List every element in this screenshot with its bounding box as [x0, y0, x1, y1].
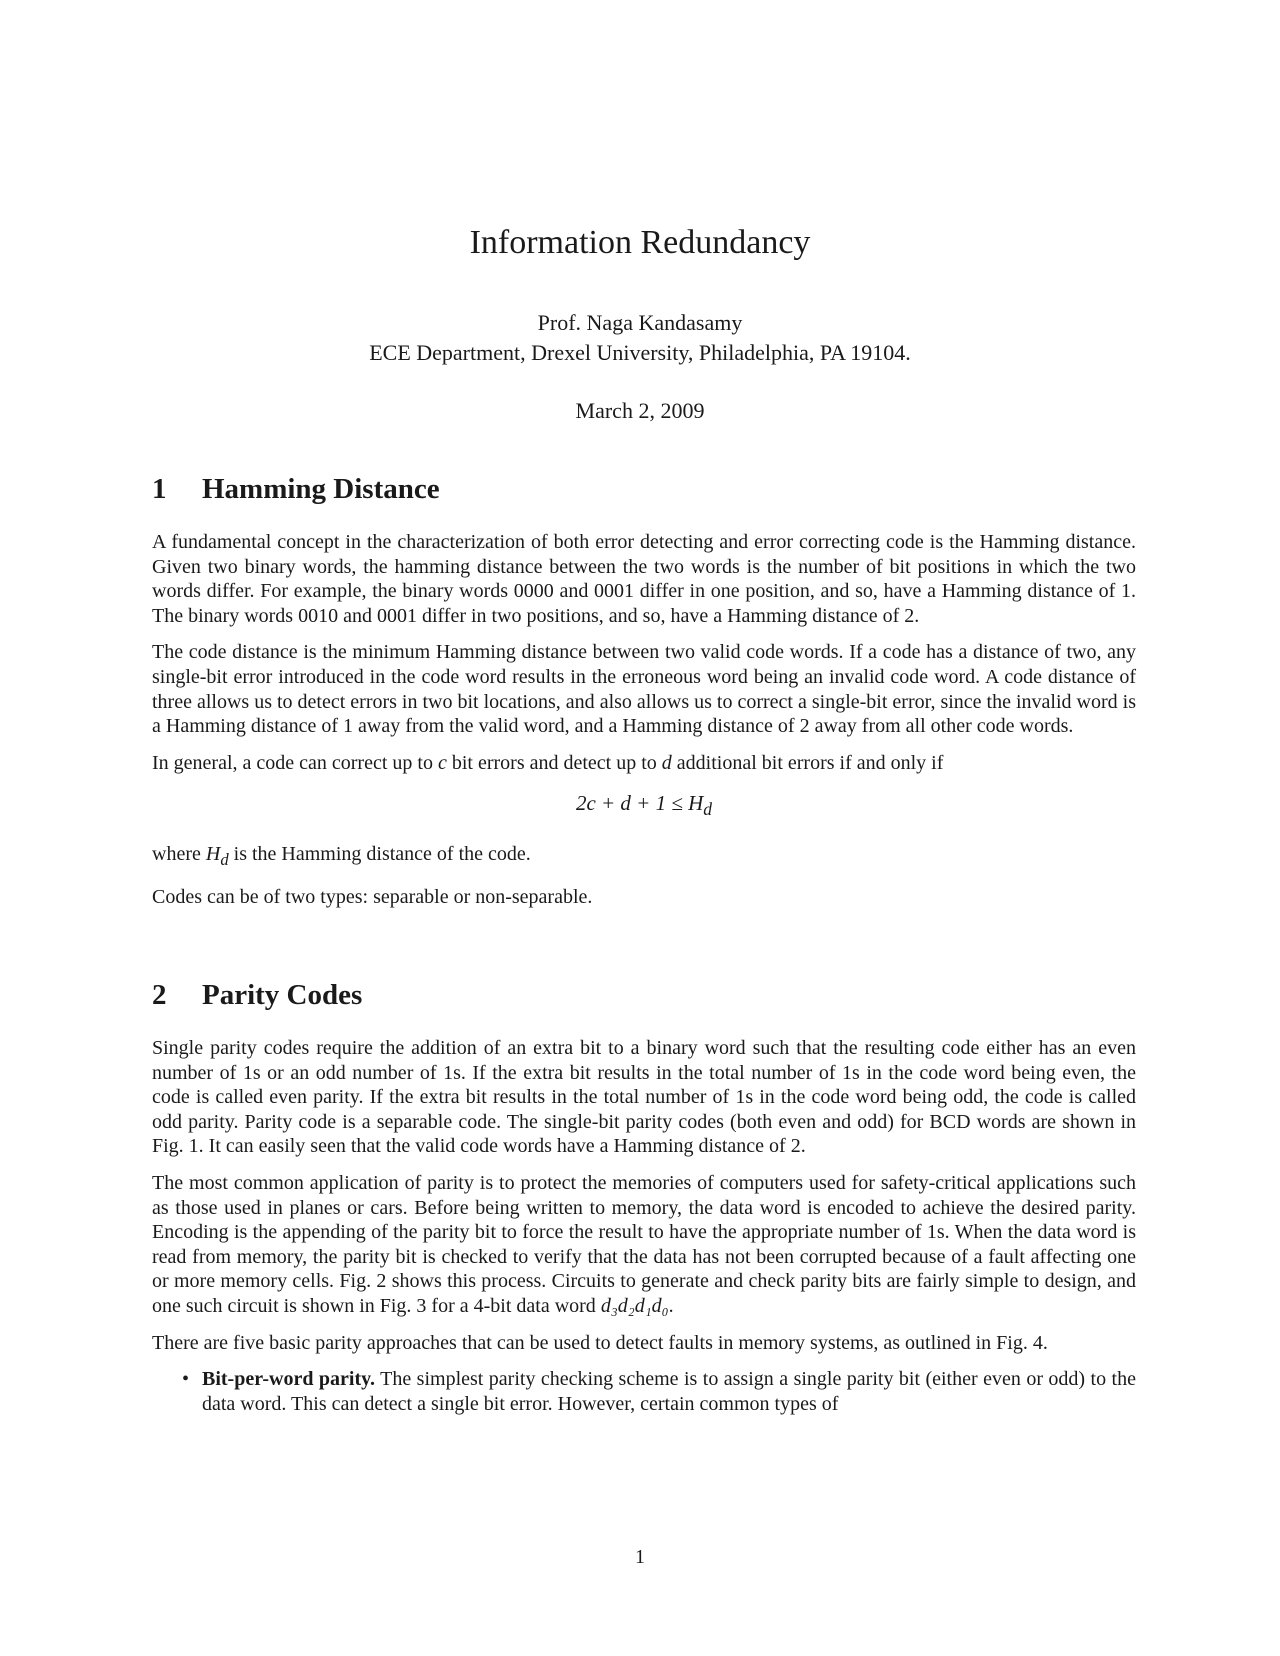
- author-block: [0, 308, 1280, 368]
- section-heading: [152, 472, 1136, 506]
- text-run: bit errors and detect up to: [446, 751, 662, 774]
- document-date: March 2, 2009: [575, 398, 705, 423]
- paragraph: There are five basic parity approaches that can be used to detect faults in memory systems, as outlined in Fig. 4.: [152, 1331, 1048, 1354]
- section-title: Parity Codes: [202, 979, 363, 1011]
- math-subscript: d: [220, 850, 229, 870]
- paragraph: Single parity codes require the addition of an extra bit to a binary word such that the resulting code either has an even number of 1s or an odd number of 1s. If the extra bit results in the total number of 1s in the code word being even, the code is called even parity. If the extra bit results in the total number of 1s in the code word being odd, the code is called odd parity. Parity code is a separable code. The single-bit parity codes (both even and odd) for BCD words are shown in Fig. 1. It can easily seen that the valid code words have a Hamming distance of 2.: [152, 1037, 1136, 1158]
- text-run: is the Hamming distance of the code.: [228, 843, 531, 866]
- section-number: 2: [152, 979, 167, 1011]
- math-var: d: [661, 751, 672, 774]
- math-var: d₃d₂d₁d₀: [600, 1294, 669, 1317]
- document-title: Information Redundancy: [469, 224, 811, 261]
- math-var: H: [205, 843, 221, 866]
- text-run: additional bit errors if and only if: [671, 751, 944, 774]
- paragraph: A fundamental concept in the characterization of both error detecting and error correcting code is the Hamming distance. Given two binary words, the hamming distance between the two words is the number of bit positions in which the two words differ. For example, the binary words 0000 and 0001 differ in one position, and so, have a Hamming distance of 1. The binary words 0010 and 0001 differ in two positions, and so, have a Hamming distance of 2.: [152, 531, 1136, 627]
- section-heading: [152, 978, 1136, 1012]
- equation: [152, 791, 1136, 822]
- list-item-text: The simplest parity checking scheme is to assign a single parity bit (either even or odd) to the data word. This can detect a single bit error. However, certain common types of: [202, 1368, 1136, 1415]
- section-number: 1: [152, 473, 167, 505]
- text-run: .: [668, 1294, 674, 1317]
- text-run: The most common application of parity is to protect the memories of computers used for safety-critical applications such as those used in planes or cars. Before being written to memory, the data word is encoded to achieve the desired parity. Encoding is the appending of the parity bit to force the result to have the appropriate number of 1s. When the data word is read from memory, the parity bit is checked to verify that the data has not been corrupted because of a fault affecting one or more memory cells. Fig. 2 shows this process. Circuits to generate and check parity bits are fairly simple to design, and one such circuit is shown in Fig. 3 for a 4-bit data word: [152, 1171, 1136, 1317]
- paragraph: [152, 1171, 1136, 1319]
- page-number: 1: [635, 1546, 645, 1568]
- paragraph: The code distance is the minimum Hamming distance between two valid code words. If a code has a distance of two, any single-bit error introduced in the code word results in the erroneous word being an invalid code word. A code distance of three allows us to detect errors in two bit locations, and also allows us to correct a single-bit error, since the invalid word is a Hamming distance of 1 away from the valid word, and a Hamming distance of 2 away from all other code words.: [152, 641, 1136, 738]
- author-name: Prof. Naga Kandasamy: [537, 310, 743, 335]
- text-run: where: [152, 843, 206, 866]
- math-var: c: [437, 751, 447, 774]
- section-hamming-distance: [152, 472, 1136, 921]
- bullet-list: [152, 1367, 1136, 1416]
- paragraph: [152, 751, 1136, 776]
- equation-subscript: d: [703, 799, 713, 820]
- section-parity-codes: [152, 978, 1136, 1416]
- paragraph: Codes can be of two types: separable or non-separable.: [152, 885, 593, 908]
- paragraph: [152, 842, 1136, 873]
- equation-body: 2c + d + 1 ≤ H: [575, 791, 704, 816]
- list-item-title: Bit-per-word parity.: [202, 1368, 376, 1391]
- list-item: [202, 1367, 1136, 1416]
- author-affiliation: ECE Department, Drexel University, Philadelphia, PA 19104.: [369, 340, 911, 365]
- text-run: In general, a code can correct up to: [152, 751, 438, 774]
- section-title: Hamming Distance: [202, 473, 440, 505]
